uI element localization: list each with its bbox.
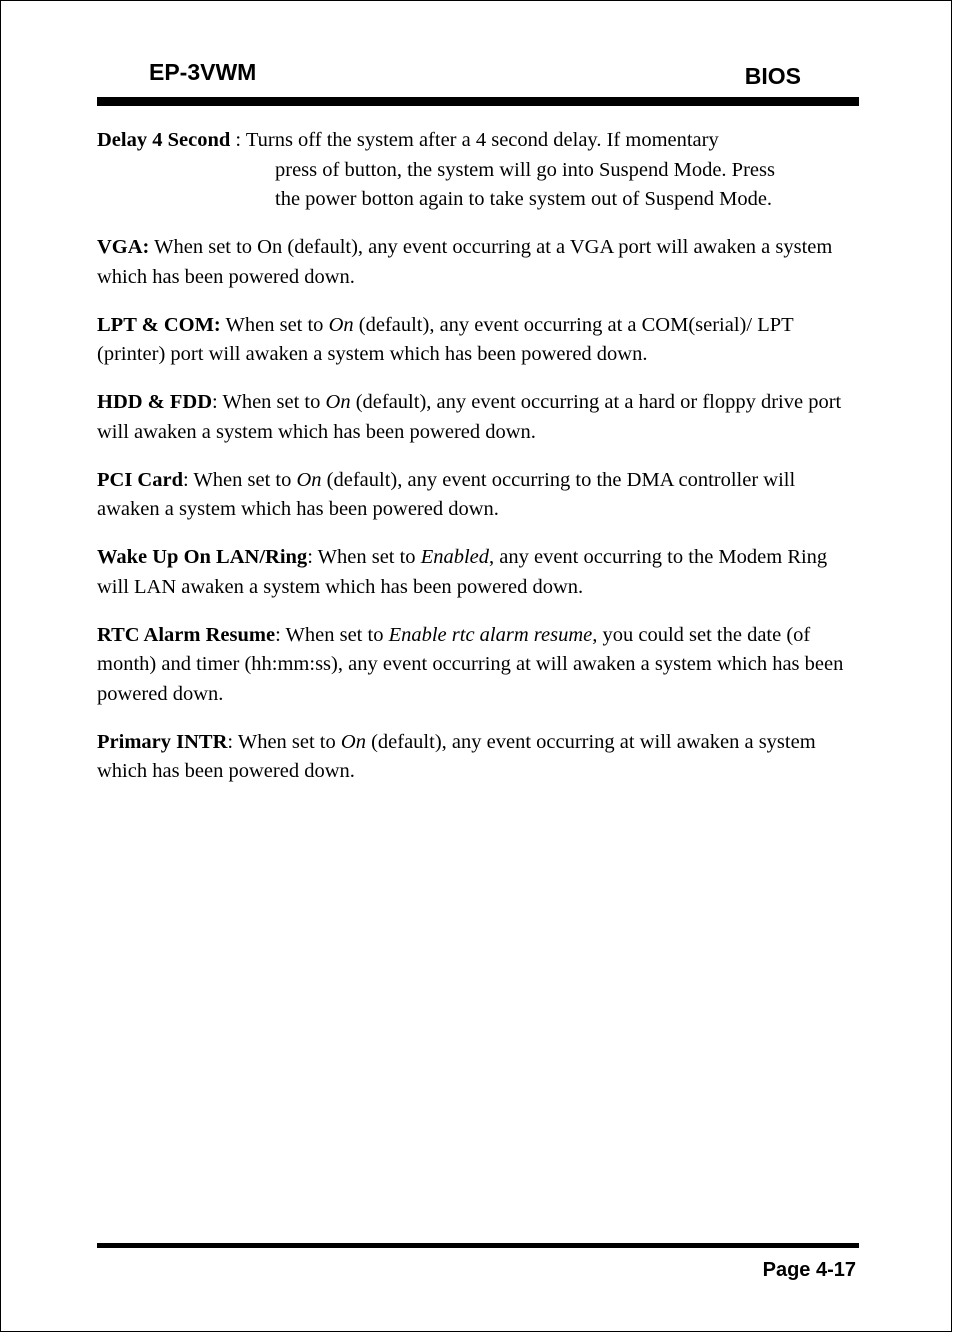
entry-vga <box>97 233 859 292</box>
entry-text-line: the power botton again to take system out of Suspend Mode. <box>275 188 773 210</box>
entry-text: (default), any event occurring at will awaken a system which has been powered down. <box>97 730 816 782</box>
entry-text: : When set to <box>182 468 297 491</box>
entry-value: Enable rtc alarm resume, <box>388 623 598 646</box>
entry-text: (default), any event occurring at a hard or floppy drive port will awaken a system which has been powered down. <box>97 391 842 443</box>
header-section: BIOS <box>744 63 801 89</box>
entry-term: VGA: <box>97 236 150 258</box>
entry-pci-card <box>97 466 859 525</box>
entry-text-line: Turns off the system after a 4 second delay. If momentary <box>245 129 719 151</box>
entry-value: On <box>328 313 354 336</box>
entry-term: Primary INTR <box>97 730 228 753</box>
entry-value: On <box>325 391 351 413</box>
entry-term: PCI Card <box>97 468 183 491</box>
entry-text: (default), any event occurring at a COM(serial)/ LPT (printer) port will awaken a system which has been powered down. <box>97 313 794 365</box>
header-rule <box>97 97 859 106</box>
entry-value: On <box>296 468 322 491</box>
entry-term: Wake Up On LAN/Ring <box>97 546 308 568</box>
entry-rtc-alarm-resume <box>97 621 859 710</box>
entry-text: When set to <box>220 313 329 336</box>
entry-value: On <box>340 730 366 753</box>
entry-text: : When set to <box>275 623 389 646</box>
entry-text: (default), any event occurring to the DMA controller will awaken a system which has been powered down. <box>97 468 796 520</box>
entry-term: Delay 4 Second <box>97 129 231 151</box>
entry-term: RTC Alarm Resume <box>97 623 276 646</box>
entry-delay-4-second <box>97 126 859 215</box>
page-body <box>97 126 859 805</box>
footer-rule <box>97 1243 859 1248</box>
entry-text: : When set to <box>227 730 341 753</box>
entry-primary-intr <box>97 728 859 787</box>
entry-value: Enabled <box>420 546 490 568</box>
entry-text: When set to On (default), any event occurring at a VGA port will awaken a system which has been powered down. <box>97 236 833 288</box>
entry-term: HDD & FDD <box>97 391 213 413</box>
entry-separator: : <box>230 129 246 151</box>
entry-hdd-fdd <box>97 388 859 447</box>
entry-term: LPT & COM: <box>97 313 221 336</box>
entry-text: : When set to <box>212 391 326 413</box>
entry-text: you could set the date (of month) and timer (hh:mm:ss), any event occurring at will awaken a system which has been powered down. <box>97 623 844 705</box>
entry-lpt-com <box>97 311 859 370</box>
entry-text: , any event occurring to the Modem Ring will LAN awaken a system which has been powered down. <box>97 546 828 598</box>
entry-text-line: press of button, the system will go into Suspend Mode. Press <box>275 158 775 181</box>
entry-text: : When set to <box>307 546 421 568</box>
header-model: EP-3VWM <box>149 59 257 85</box>
page-number: Page 4-17 <box>762 1259 856 1281</box>
entry-wake-up-on-lan-ring <box>97 543 859 602</box>
